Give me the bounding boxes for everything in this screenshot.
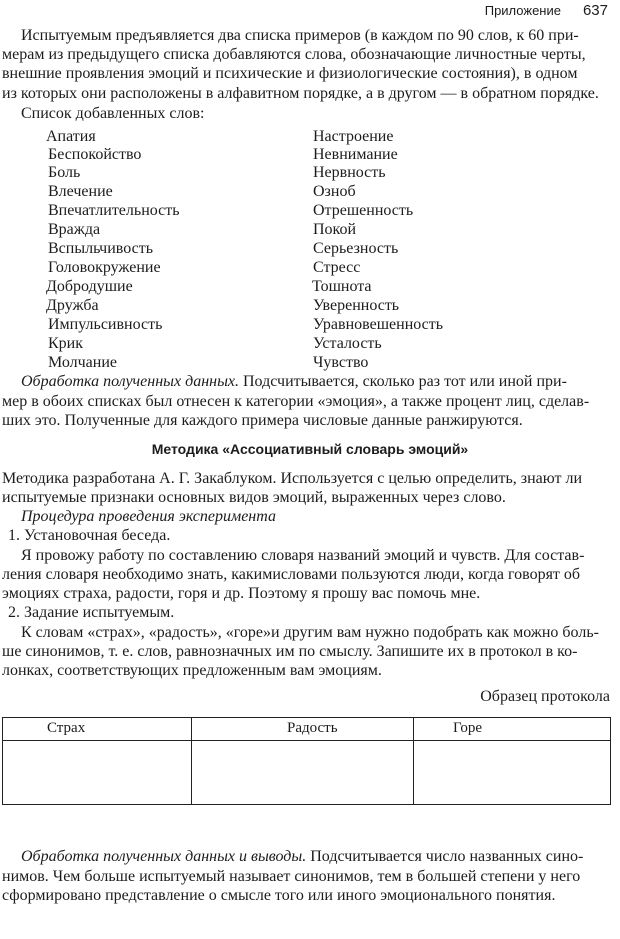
italic-label: Обработка полученных данных. xyxy=(21,373,239,390)
list-item: Уверенность xyxy=(313,297,400,314)
text-line: К словам «страх», «радость», «горе»и другим вам нужно подобрать как можно боль- xyxy=(21,624,599,641)
text-line: эмоциях страха, радости, горя и др. Поэтому я прошу вас помочь мне. xyxy=(2,585,481,602)
section-name: Приложение xyxy=(484,3,561,18)
list-item: Серьезность xyxy=(313,240,399,257)
procedure-title: Процедура проведения эксперимента xyxy=(21,508,276,525)
text-line: Обработка полученных данных. Подсчитывается, сколько раз тот или иной при- xyxy=(21,373,567,390)
text-line: из которых они расположены в алфавитном порядке, а в другом — в обратном порядке. xyxy=(2,85,599,102)
text-line: сформировано представление о смысле того или иного эмоционального понятия. xyxy=(2,887,556,904)
list-item: Усталость xyxy=(313,335,382,352)
list-item: Покой xyxy=(313,221,357,238)
page-number: 637 xyxy=(582,2,608,19)
step-title: 1. Установочная беседа. xyxy=(8,527,171,544)
list-item: Вражда xyxy=(48,221,101,238)
list-item: Влечение xyxy=(48,183,113,200)
text-line: ления словаря необходимо знать, какимисловами пользуются люди, когда говорят об xyxy=(2,566,581,583)
list-item: Крик xyxy=(48,335,84,352)
list-item: Уравновешенность xyxy=(313,316,444,333)
list-item: Невнимание xyxy=(313,146,398,163)
protocol-caption: Образец протокола xyxy=(480,688,610,705)
list-item: Головокружение xyxy=(48,259,161,276)
list-item: Нервность xyxy=(313,164,386,181)
text-line: ше синонимов, т. е. слов, равнозначных им по смыслу. Запишите их в протокол в ко- xyxy=(2,643,578,660)
list-item: Озноб xyxy=(313,183,356,200)
section-heading: Методика «Ассоциативный словарь эмоций» xyxy=(151,441,469,457)
text-line: Испытуемым предъявляется два списка примеров (в каждом по 90 слов, к 60 при- xyxy=(21,27,579,44)
list-item: Импульсивность xyxy=(48,316,163,333)
column-header-fear: Страх xyxy=(47,720,86,736)
list-item: Тошнота xyxy=(312,278,372,295)
running-header xyxy=(485,2,608,19)
text-line: Методика разработана А. Г. Закаблуком. Используется с целью определить, знают ли xyxy=(2,470,583,487)
list-item: Апатия xyxy=(46,128,96,145)
column-divider xyxy=(191,718,192,804)
column-divider xyxy=(413,718,414,804)
text-line: нимов. Чем больше испытуемый называет синонимов, тем в большей степени у него xyxy=(2,868,581,885)
text-line: Обработка полученных данных и выводы. Подсчитывается число названных сино- xyxy=(21,848,584,865)
list-item: Впечатлительность xyxy=(48,202,180,219)
list-item: Добродушие xyxy=(46,278,133,295)
list-item: Чувство xyxy=(313,354,369,371)
list-item: Боль xyxy=(48,164,81,181)
list-item: Дружба xyxy=(46,297,99,314)
text-line: мер в обоих списках был отнесен к категории «эмоция», а также процент лиц, сделав- xyxy=(2,393,590,410)
list-item: Вспыльчивость xyxy=(48,240,153,257)
list-item: Стресс xyxy=(313,259,361,276)
list-item: Отрешенность xyxy=(313,202,414,219)
step-title: 2. Задание испытуемым. xyxy=(8,604,175,621)
text-line: лонках, соответствующих предложенным вам эмоциям. xyxy=(2,662,382,679)
list-item: Настроение xyxy=(313,128,394,145)
list-item: Беспокойство xyxy=(48,146,142,163)
text-line: ших это. Полученные для каждого примера числовые данные ранжируются. xyxy=(2,412,523,429)
text-line: мерам из предыдущего списка добавляются слова, обозначающие личностные черты, xyxy=(2,46,586,63)
column-header-joy: Радость xyxy=(287,720,338,736)
column-header-grief: Горе xyxy=(453,720,483,736)
text-line: Список добавленных слов: xyxy=(21,105,205,122)
italic-label: Обработка полученных данных и выводы. xyxy=(21,848,307,865)
text-line: Я провожу работу по составлению словаря названий эмоций и чувств. Для состав- xyxy=(21,547,585,564)
text-line: испытуемые признаки основных видов эмоций, выраженных через слово. xyxy=(2,489,506,506)
text-line: внешние проявления эмоций и психические и физиологические состояния), в одном xyxy=(2,65,578,82)
protocol-table xyxy=(2,717,611,805)
list-item: Молчание xyxy=(48,354,117,371)
